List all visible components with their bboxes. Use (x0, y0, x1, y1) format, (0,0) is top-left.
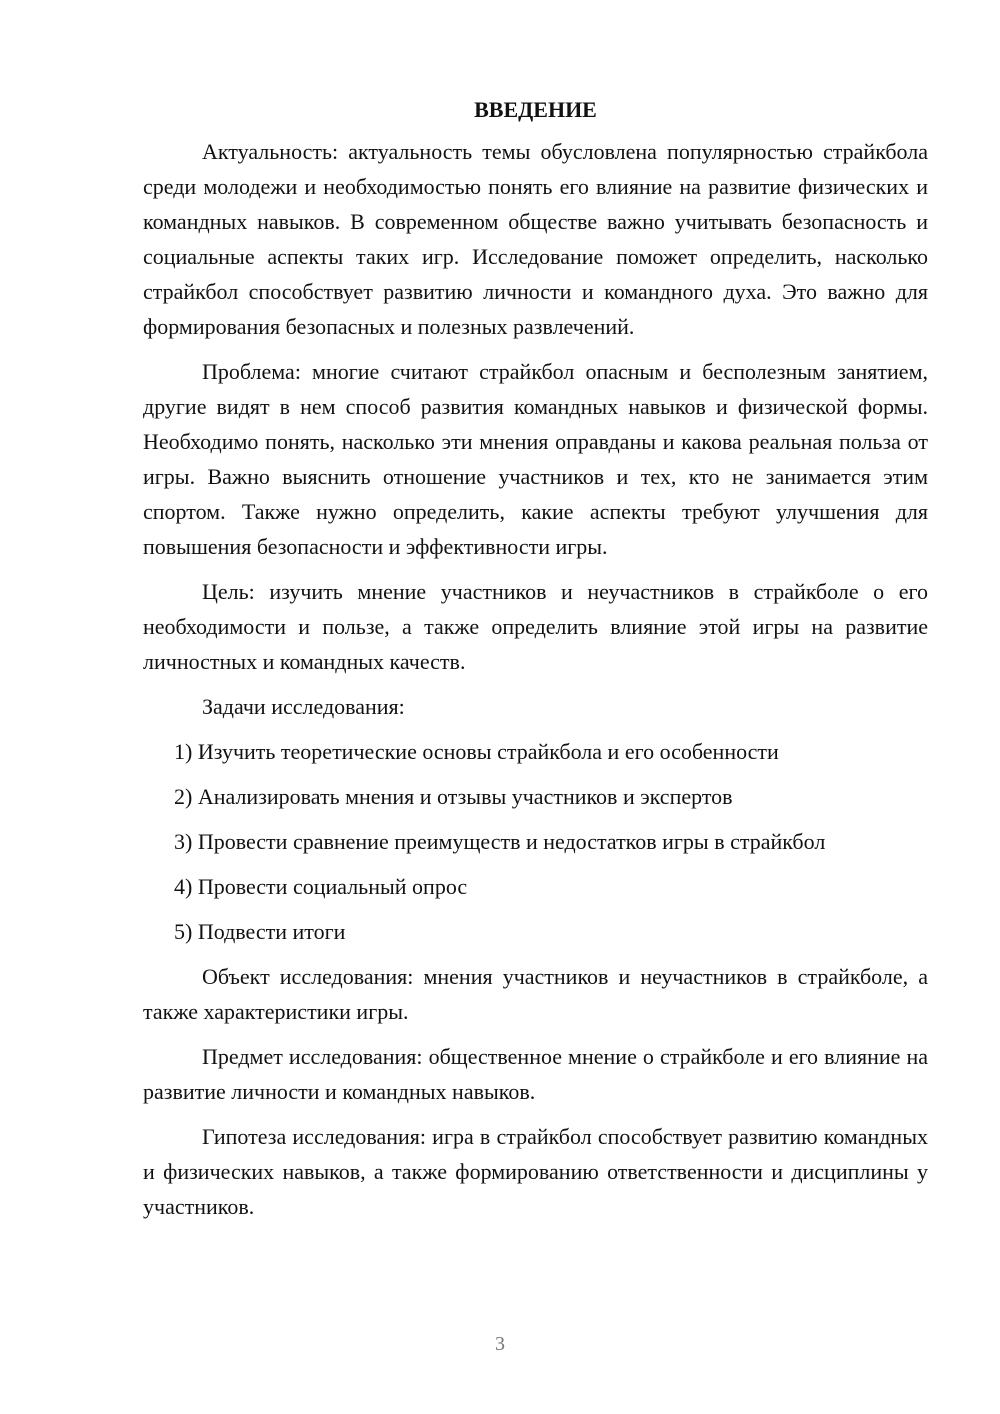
paragraph-subject: Предмет исследования: общественное мнение о страйкболе и его влияние на развитие личности и командных навыков. (143, 1044, 928, 1104)
paragraph-object: Объект исследования: мнения участников и неучастников в страйкболе, а также характеристики игры. (143, 964, 928, 1024)
task-list (143, 734, 928, 949)
paragraph-relevance: Актуальность: актуальность темы обусловлена популярностью страйкбола среди молодежи и необходимостью понять его влияние на развитие физических и командных навыков. В современном обществе важно учитывать безопасность и социальные аспекты таких игр. Исследование поможет определить, насколько страйкбол способствует развитию личности и командного духа. Это важно для формирования безопасных и полезных развлечений. (143, 139, 928, 339)
task-item-4: 4) Провести социальный опрос (174, 874, 468, 899)
paragraph-hypothesis: Гипотеза исследования: игра в страйкбол способствует развитию командных и физических навыков, а также формированию ответственности и дисциплины у участников. (143, 1124, 928, 1219)
paragraph-problem: Проблема: многие считают страйкбол опасным и бесполезным занятием, другие видят в нем способ развития командных навыков и физической формы. Необходимо понять, насколько эти мнения оправданы и какова реальная польза от игры. Важно выяснить отношение участников и тех, кто не занимается этим спортом. Также нужно определить, какие аспекты требуют улучшения для повышения безопасности и эффективности игры. (143, 359, 928, 559)
task-item-2: 2) Анализировать мнения и отзывы участников и экспертов (174, 784, 733, 809)
tasks-heading: Задачи исследования: (202, 694, 405, 719)
paragraph-goal: Цель: изучить мнение участников и неучастников в страйкболе о его необходимости и пользе, а также определить влияние этой игры на развитие личностных и командных качеств. (143, 579, 928, 674)
task-item-1: 1) Изучить теоретические основы страйкбола и его особенности (174, 739, 779, 764)
page-number: 3 (495, 1333, 505, 1355)
task-item-3: 3) Провести сравнение преимуществ и недостатков игры в страйкбол (174, 829, 826, 854)
page-title: ВВЕДЕНИЕ (474, 97, 597, 122)
task-item-5: 5) Подвести итоги (174, 919, 346, 944)
page-content (143, 92, 928, 1234)
